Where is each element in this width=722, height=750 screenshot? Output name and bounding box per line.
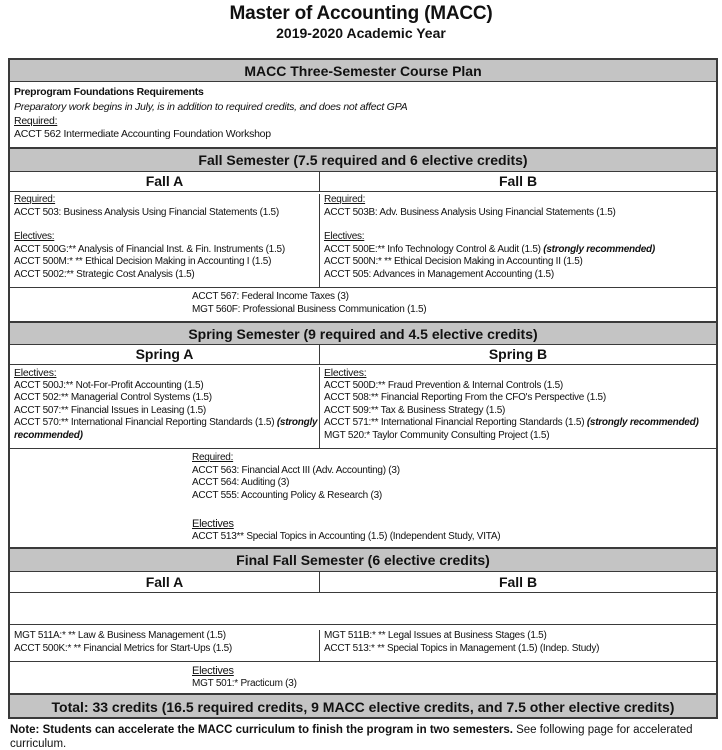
fall-a-heading: Fall A <box>10 172 320 191</box>
fall-full-semester-courses <box>10 288 716 321</box>
final-fall-a-heading: Fall A <box>10 572 320 592</box>
course-text: ACCT 571:** International Financial Reporting Standards (1.5) <box>324 417 587 429</box>
final-fall-semester-title: Final Fall Semester (6 elective credits) <box>236 552 490 568</box>
course-item: ACCT 500G:** Analysis of Financial Inst. & Fin. Instruments (1.5) <box>14 243 285 255</box>
course-text: ACCT 570:** International Financial Reporting Standards (1.5) <box>14 417 277 429</box>
final-fall-empty-row <box>10 593 716 625</box>
total-credits-band <box>10 693 716 719</box>
spring-a-electives-label: Electives: <box>14 367 57 379</box>
fall-semester-title: Fall Semester (7.5 required and 6 elective credits) <box>198 152 528 168</box>
course-item: ACCT 507:** Financial Issues in Leasing (1.5) <box>14 404 207 416</box>
spring-a-heading: Spring A <box>10 345 320 364</box>
fall-courses-row <box>10 192 716 288</box>
fall-b-electives-label: Electives: <box>324 231 365 243</box>
preprogram-required-course: ACCT 562 Intermediate Accounting Foundation Workshop <box>14 128 271 140</box>
final-fall-a-courses <box>10 630 320 661</box>
document-title: Master of Accounting (MACC) <box>229 3 493 24</box>
course-item: MGT 560F: Professional Business Communication (1.5) <box>192 303 427 315</box>
preprogram-description: Preparatory work begins in July, is in addition to required credits, and does not affect GPA <box>14 101 408 113</box>
spring-semester-title: Spring Semester (9 required and 4.5 elective credits) <box>188 326 538 342</box>
course-item: ACCT 502:** Managerial Control Systems (1.5) <box>14 392 212 404</box>
note-regular-text: See following page for accelerated curriculum. <box>10 724 693 750</box>
spring-semester-band <box>10 321 716 345</box>
course-item <box>320 417 716 430</box>
fall-a-electives-label: Electives: <box>14 231 55 243</box>
course-item: ACCT 563: Financial Acct III (Adv. Accounting) (3) <box>192 464 400 476</box>
spring-electives-label: Electives <box>192 518 234 531</box>
course-item: ACCT 503B: Adv. Business Analysis Using Financial Statements (1.5) <box>324 206 616 218</box>
fall-column-headers <box>10 172 716 192</box>
course-item: ACCT 500J:** Not-For-Profit Accounting (1.5) <box>14 379 204 391</box>
course-item: ACCT 567: Federal Income Taxes (3) <box>192 291 349 302</box>
spring-b-electives-label: Electives: <box>324 367 367 379</box>
academic-year: 2019-2020 Academic Year <box>276 25 446 41</box>
final-fall-electives-label: Electives <box>192 665 234 677</box>
course-plan-table <box>8 58 718 719</box>
course-item: ACCT 508:** Financial Reporting From the CFO's Perspective (1.5) <box>324 392 606 404</box>
fall-b-heading: Fall B <box>498 173 538 189</box>
course-item: ACCT 503: Business Analysis Using Financial Statements (1.5) <box>14 206 279 218</box>
fall-a-required-label: Required: <box>14 194 56 205</box>
course-item: ACCT 500M:* ** Ethical Decision Making in Accounting I (1.5) <box>14 256 272 268</box>
final-fall-column-headers <box>10 572 716 593</box>
acceleration-note <box>10 723 715 750</box>
preprogram-heading: Preprogram Foundations Requirements <box>14 86 204 98</box>
final-fall-b-courses <box>320 630 716 661</box>
course-item: ACCT 5002:** Strategic Cost Analysis (1.5) <box>14 268 195 280</box>
fall-a-courses <box>10 194 320 287</box>
course-item: ACCT 505: Advances in Management Accounting (1.5) <box>324 268 554 280</box>
strongly-recommended-note: (strongly recommended) <box>14 417 318 441</box>
course-item: ACCT 500D:** Fraud Prevention & Internal Controls (1.5) <box>324 379 563 391</box>
strongly-recommended-note: (strongly recommended) <box>543 243 655 255</box>
plan-title-band <box>10 58 716 82</box>
note-bold-text: Note: Students can accelerate the MACC curriculum to finish the program in two semesters. <box>10 724 513 736</box>
spring-required-label: Required: <box>192 452 234 463</box>
preprogram-required-label: Required: <box>14 115 58 127</box>
course-item: ACCT 513:* ** Special Topics in Management (1.5) (Indep. Study) <box>324 642 600 654</box>
course-item: MGT 511B:* ** Legal Issues at Business Stages (1.5) <box>324 630 547 641</box>
course-item: ACCT 500K:* ** Financial Metrics for Start-Ups (1.5) <box>14 642 233 654</box>
course-item: ACCT 513** Special Topics in Accounting (1.5) (Independent Study, VITA) <box>192 530 501 542</box>
course-item <box>10 417 319 442</box>
fall-b-courses <box>320 194 716 287</box>
spring-courses-row <box>10 365 716 449</box>
course-item: ACCT 555: Accounting Policy & Research (3) <box>192 489 382 501</box>
final-fall-semester-band <box>10 547 716 572</box>
preprogram-section <box>10 82 716 148</box>
spring-b-courses <box>320 367 716 448</box>
final-fall-b-heading: Fall B <box>498 574 538 590</box>
fall-b-required-label: Required: <box>324 194 366 205</box>
course-item: ACCT 564: Auditing (3) <box>192 477 290 489</box>
spring-a-courses <box>10 367 320 448</box>
course-item: MGT 520:* Taylor Community Consulting Project (1.5) <box>324 429 550 441</box>
course-item: ACCT 500N:* ** Ethical Decision Making in Accounting II (1.5) <box>324 256 583 268</box>
course-item: MGT 501:* Practicum (3) <box>192 677 297 689</box>
total-credits: Total: 33 credits (16.5 required credits, 9 MACC elective credits, and 7.5 other elective credits) <box>51 699 675 715</box>
course-item: MGT 511A:* ** Law & Business Management (1.5) <box>14 630 226 641</box>
course-text: ACCT 500E:** Info Technology Control & Audit (1.5) <box>324 243 544 255</box>
spring-column-headers <box>10 345 716 365</box>
plan-title: MACC Three-Semester Course Plan <box>244 63 482 79</box>
final-fall-full-semester-courses <box>10 662 716 693</box>
final-fall-courses-row <box>10 625 716 662</box>
strongly-recommended-note: (strongly recommended) <box>586 417 699 429</box>
course-item <box>320 244 716 257</box>
spring-full-semester-courses <box>10 449 716 547</box>
spring-b-heading: Spring B <box>488 346 548 362</box>
fall-semester-band <box>10 148 716 172</box>
course-item: ACCT 509:** Tax & Business Strategy (1.5) <box>324 404 506 416</box>
